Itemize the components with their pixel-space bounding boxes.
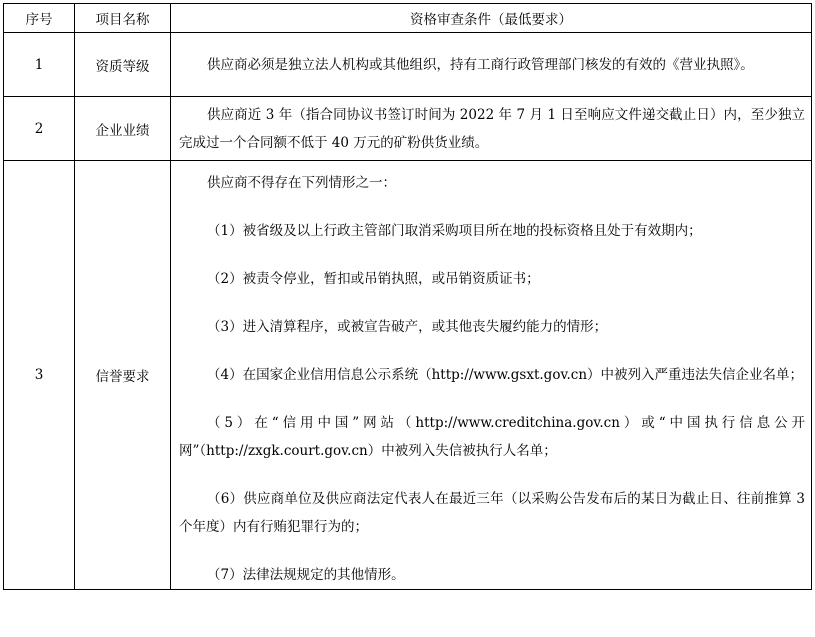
- table-row: [4, 161, 812, 590]
- condition-item-7: （7）法律法规规定的其他情形。: [207, 567, 405, 583]
- condition-item-2: （2）被责令停业，暂扣或吊销执照，或吊销资质证书；: [207, 271, 540, 287]
- row-item: 企业业绩: [75, 97, 171, 161]
- condition-text: 供应商必须是独立法人机构或其他组织，持有工商行政管理部门核发的有效的《营业执照》。: [207, 56, 754, 73]
- row-no: 3: [4, 161, 75, 590]
- header-no: 序号: [4, 4, 75, 33]
- row-item: 资质等级: [75, 33, 171, 97]
- table-row: [4, 33, 812, 97]
- header-item: 项目名称: [75, 4, 171, 33]
- row-conditions: [171, 97, 812, 161]
- row-item: 信誉要求: [75, 161, 171, 590]
- header-conditions: 资格审查条件（最低要求）: [171, 4, 812, 33]
- row-no: 1: [4, 33, 75, 97]
- condition-item-6: （6）供应商单位及供应商法定代表人在最近三年（以采购公告发布后的某日为截止日、往前推算 3 个年度）内有行贿犯罪行为的；: [179, 491, 805, 535]
- table-row: [4, 97, 812, 161]
- qualification-table: [3, 3, 812, 590]
- row-conditions: [171, 33, 812, 97]
- condition-text: 供应商近 3 年（指合同协议书签订时间为 2022 年 7 月 1 日至响应文件递交截止日）内，至少独立完成过一个合同额不低于 40 万元的矿粉供货业绩。: [179, 106, 805, 151]
- condition-item-3: （3）进入清算程序，或被宣告破产，或其他丧失履约能力的情形；: [207, 319, 608, 335]
- header-row: [4, 4, 812, 33]
- condition-item-4: （4）在国家企业信用信息公示系统（http://www.gsxt.gov.cn）中被列入严重违法失信企业名单；: [207, 367, 804, 383]
- condition-item-1: （1）被省级及以上行政主管部门取消采购项目所在地的投标资格且处于有效期内；: [207, 223, 702, 239]
- condition-intro: 供应商不得存在下列情形之一：: [207, 175, 396, 191]
- row-conditions: [171, 161, 812, 590]
- row-no: 2: [4, 97, 75, 161]
- condition-item-5: （5）在“信用中国”网站（http://www.creditchina.gov.cn）或“中国执行信息公开网”（http://zxgk.court.gov.cn）中被列入失信被执行人名单；: [179, 415, 805, 459]
